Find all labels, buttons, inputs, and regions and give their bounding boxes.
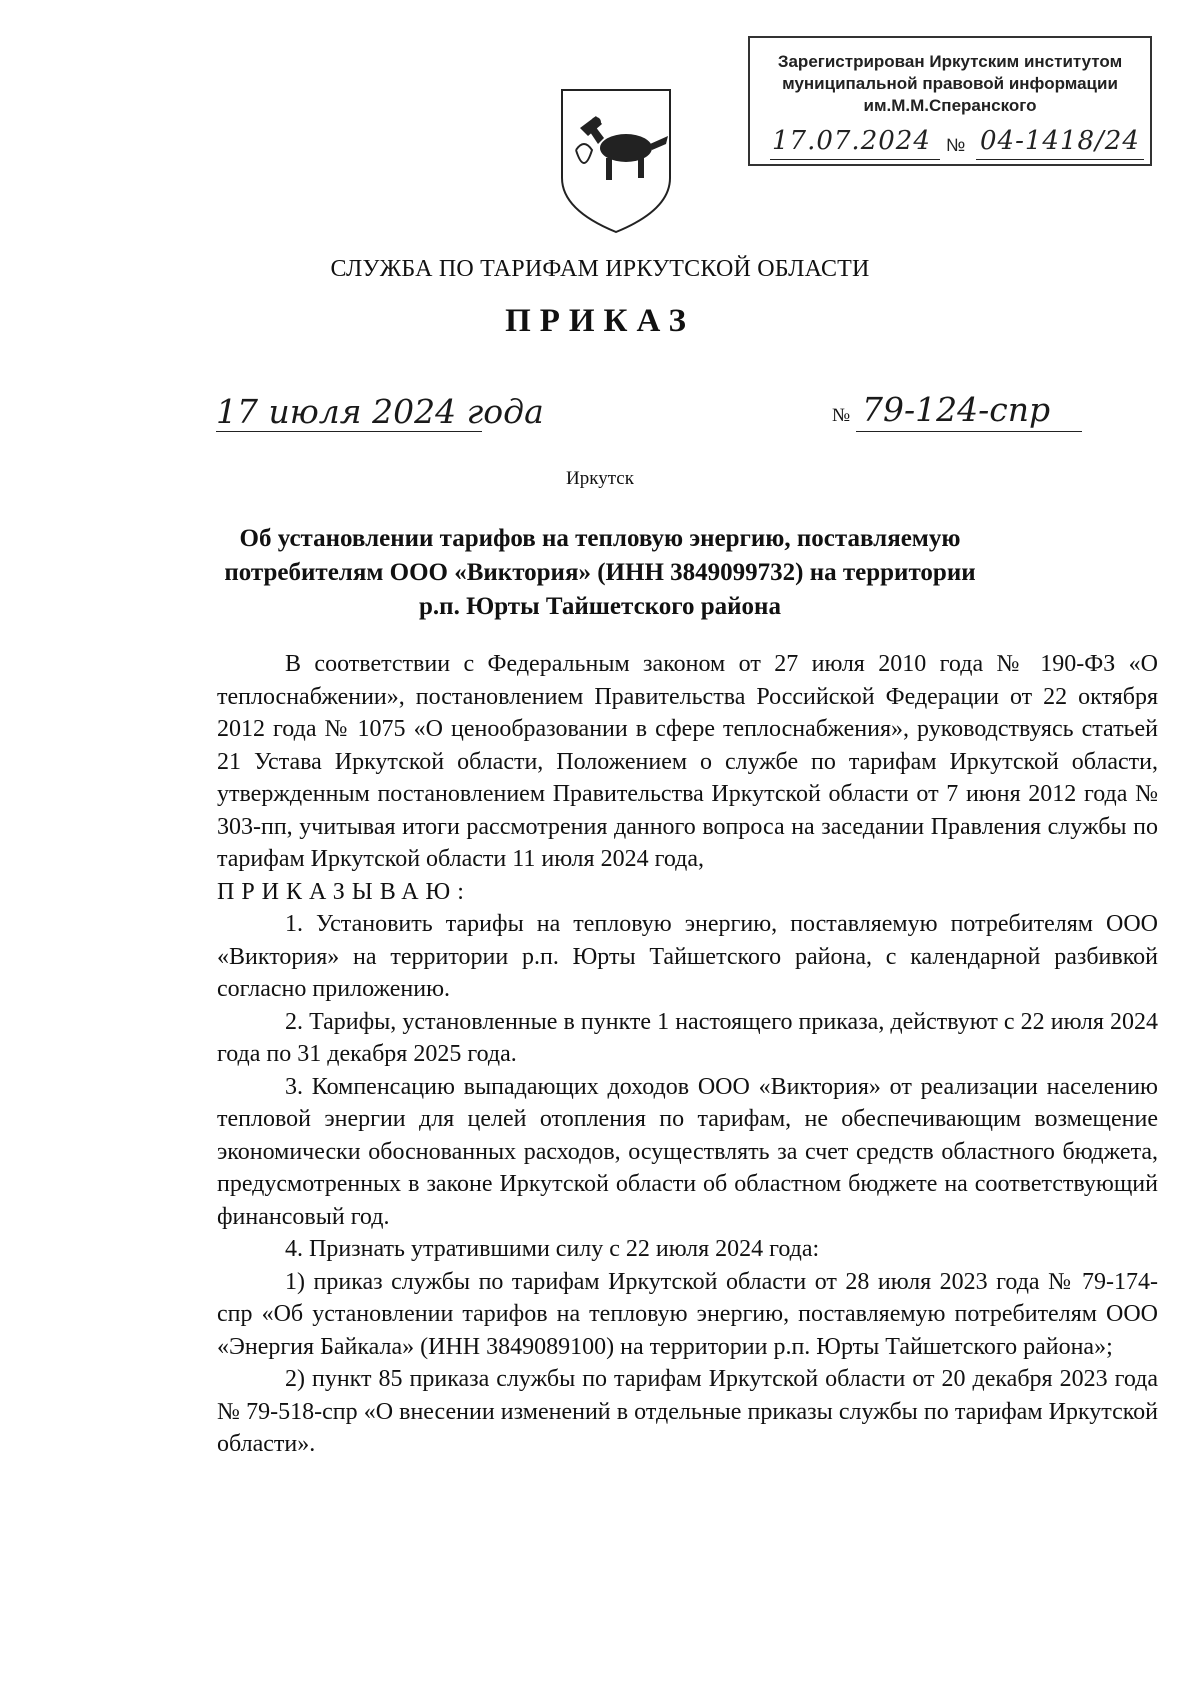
stamp-handwritten-date: 17.07.2024 [772,126,931,156]
stamp-number-label: № [946,135,966,155]
stamp-line-3: им.М.М.Сперанского [863,96,1037,115]
registration-stamp [748,36,1152,166]
handwritten-number: 79-124-спр [862,390,1051,429]
date-underline [216,431,482,432]
order-word: ПРИКАЗЫВАЮ: [217,878,471,905]
stamp-date-underline [770,159,940,160]
coat-of-arms-icon [556,86,676,236]
stamp-number-underline [976,159,1144,160]
number-label: № [832,405,851,426]
document-type: ПРИКАЗ [505,303,695,339]
city-name: Иркутск [566,468,634,489]
title-line: р.п. Юрты Тайшетского района [419,593,781,620]
organization-name: СЛУЖБА ПО ТАРИФАМ ИРКУТСКОЙ ОБЛАСТИ [330,256,870,282]
order-item-4-2: 2) пункт 85 приказа службы по тарифам Иркутской области от 20 декабря 2023 года № 79-518-спр «О внесении изменений в отдельные приказы службы по тарифам Иркутской области». [217,1366,1158,1457]
number-underline [856,431,1082,432]
order-item-4-1: 1) приказ службы по тарифам Иркутской области от 28 июля 2023 года № 79-174-спр «Об установлении тарифов на тепловую энергию, поставляемую потребителям ООО «Энергия Байкала» (ИНН 3849089100) на территории р.п. Юрты Тайшетского района»; [217,1268,1158,1360]
stamp-line-2: муниципальной правовой информации [782,74,1118,93]
order-item-2: 2. Тарифы, установленные в пункте 1 настоящего приказа, действуют с 22 июля 2024 года по 31 декабря 2025 года. [217,1008,1158,1067]
preamble-paragraph: В соответствии с Федеральным законом от 27 июля 2010 года № 190-ФЗ «О теплоснабжении», постановлением Правительства Российской Федерации от 22 октября 2012 года № 1075 «О ценообразовании в сфере теплоснабжения», руководствуясь статьей 21 Устава Иркутской области, Положением о службе по тарифам Иркутской области, утвержденным постановлением Правительства Иркутской области от 7 июня 2012 года № 303-пп, учитывая итоги рассмотрения данного вопроса на заседании Правления службы по тарифам Иркутской области 11 июля 2024 года, [217,651,1158,872]
handwritten-date: 17 июля 2024 года [216,392,544,431]
stamp-line-1: Зарегистрирован Иркутским институтом [777,52,1123,71]
order-item-3: 3. Компенсацию выпадающих доходов ООО «Виктория» от реализации населению тепловой энергии для целей отопления по тарифам, не обеспечивающим возмещение экономически обоснованных расходов, осуществлять за счет средств областного бюджета, предусмотренных в законе Иркутской области об областном бюджете на соответствующий финансовый год. [217,1073,1158,1230]
order-item-1: 1. Установить тарифы на тепловую энергию, поставляемую потребителям ООО «Виктория» на территории р.п. Юрты Тайшетского района, с календарной разбивкой согласно приложению. [217,911,1158,1002]
title-line: Об установлении тарифов на тепловую энергию, поставляемую [239,525,961,552]
document-body [217,648,1158,1461]
document-title [150,522,1050,624]
title-line: потребителям ООО «Виктория» (ИНН 3849099732) на территории [224,559,976,586]
order-item-4: 4. Признать утратившими силу с 22 июля 2024 года: [285,1236,820,1262]
stamp-handwritten-number: 04-1418/24 [980,126,1140,156]
